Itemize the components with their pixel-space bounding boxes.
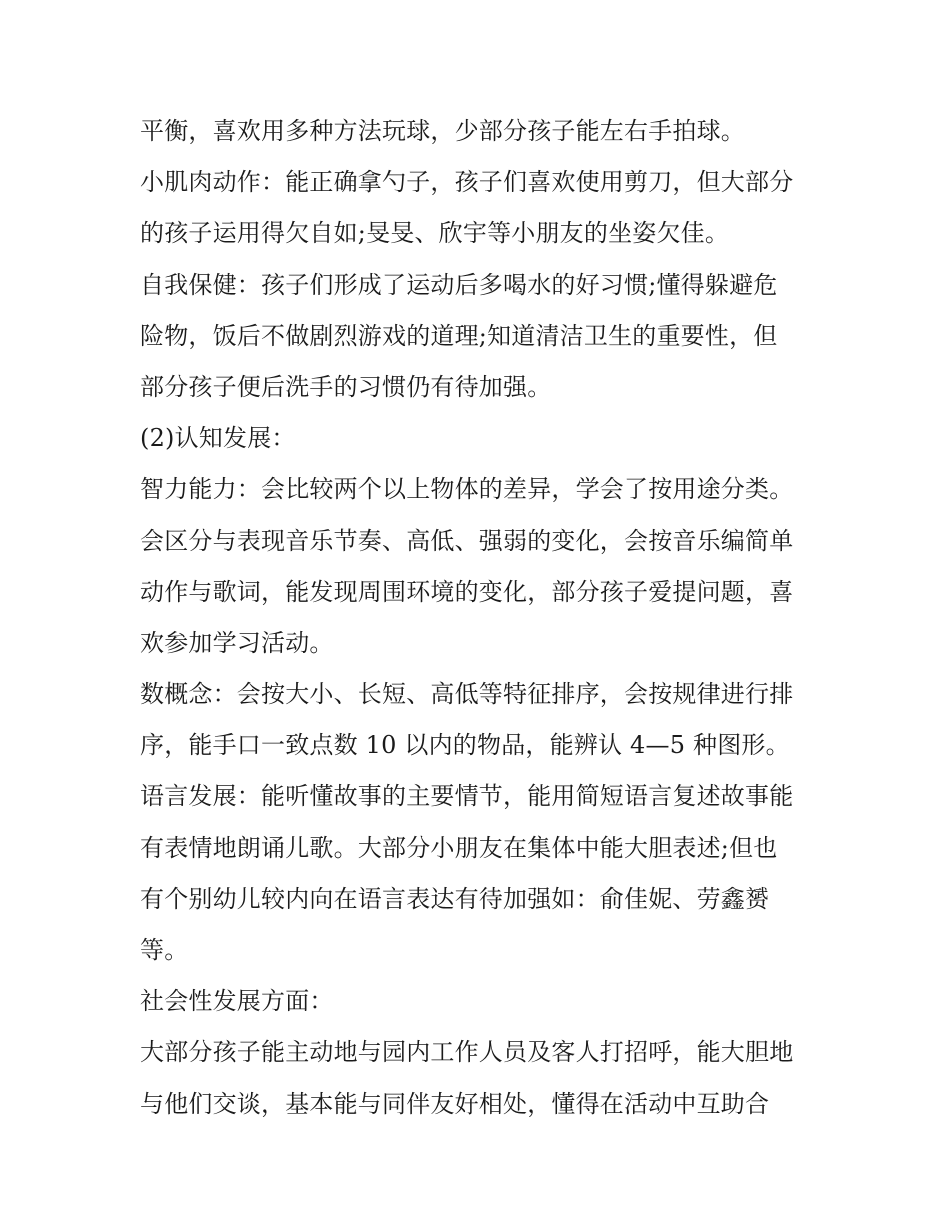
text-line-16: 有个别幼儿较内向在语言表达有待加强如：俞佳妮、劳鑫赟 [140, 884, 770, 913]
text-line-4: 自我保健：孩子们形成了运动后多喝水的好习惯;懂得躲避危 [140, 270, 778, 299]
text-line-6: 部分孩子便后洗手的习惯仍有待加强。 [140, 372, 552, 401]
text-line-9: 会区分与表现音乐节奏、高低、强弱的变化，会按音乐编简单 [140, 526, 794, 555]
text-line-2: 小肌肉动作：能正确拿勺子，孩子们喜欢使用剪刀，但大部分 [140, 168, 794, 197]
text-line-14: 语言发展：能听懂故事的主要情节，能用简短语言复述故事能 [140, 782, 794, 811]
text-line-13: 序，能手口一致点数 10 以内的物品，能辨认 4—5 种图形。 [140, 731, 790, 760]
text-line-17: 等。 [140, 936, 189, 964]
text-line-20: 与他们交谈，基本能与同伴友好相处，懂得在活动中互助合 [140, 1089, 770, 1118]
text-line-5: 险物，饭后不做剧烈游戏的道理;知道清洁卫生的重要性，但 [140, 321, 778, 350]
text-line-8: 智力能力：会比较两个以上物体的差异，学会了按用途分类。 [140, 475, 794, 504]
document-body [140, 106, 830, 1130]
text-line-15: 有表情地朗诵儿歌。大部分小朋友在集体中能大胆表述;但也 [140, 833, 778, 862]
section-heading-cognitive: (2)认知发展： [140, 424, 296, 453]
section-heading-social: 社会性发展方面： [140, 987, 334, 1016]
text-line-19: 大部分孩子能主动地与园内工作人员及客人打招呼，能大胆地 [140, 1038, 794, 1067]
text-line-12: 数概念：会按大小、长短、高低等特征排序，会按规律进行排 [140, 680, 794, 709]
text-line-3: 的孩子运用得欠自如;旻旻、欣宇等小朋友的坐姿欠佳。 [140, 219, 730, 248]
text-line-10: 动作与歌词，能发现周围环境的变化，部分孩子爱提问题，喜 [140, 577, 794, 606]
text-line-11: 欢参加学习活动。 [140, 628, 334, 657]
text-line-1: 平衡，喜欢用多种方法玩球，少部分孩子能左右手拍球。 [140, 117, 745, 145]
